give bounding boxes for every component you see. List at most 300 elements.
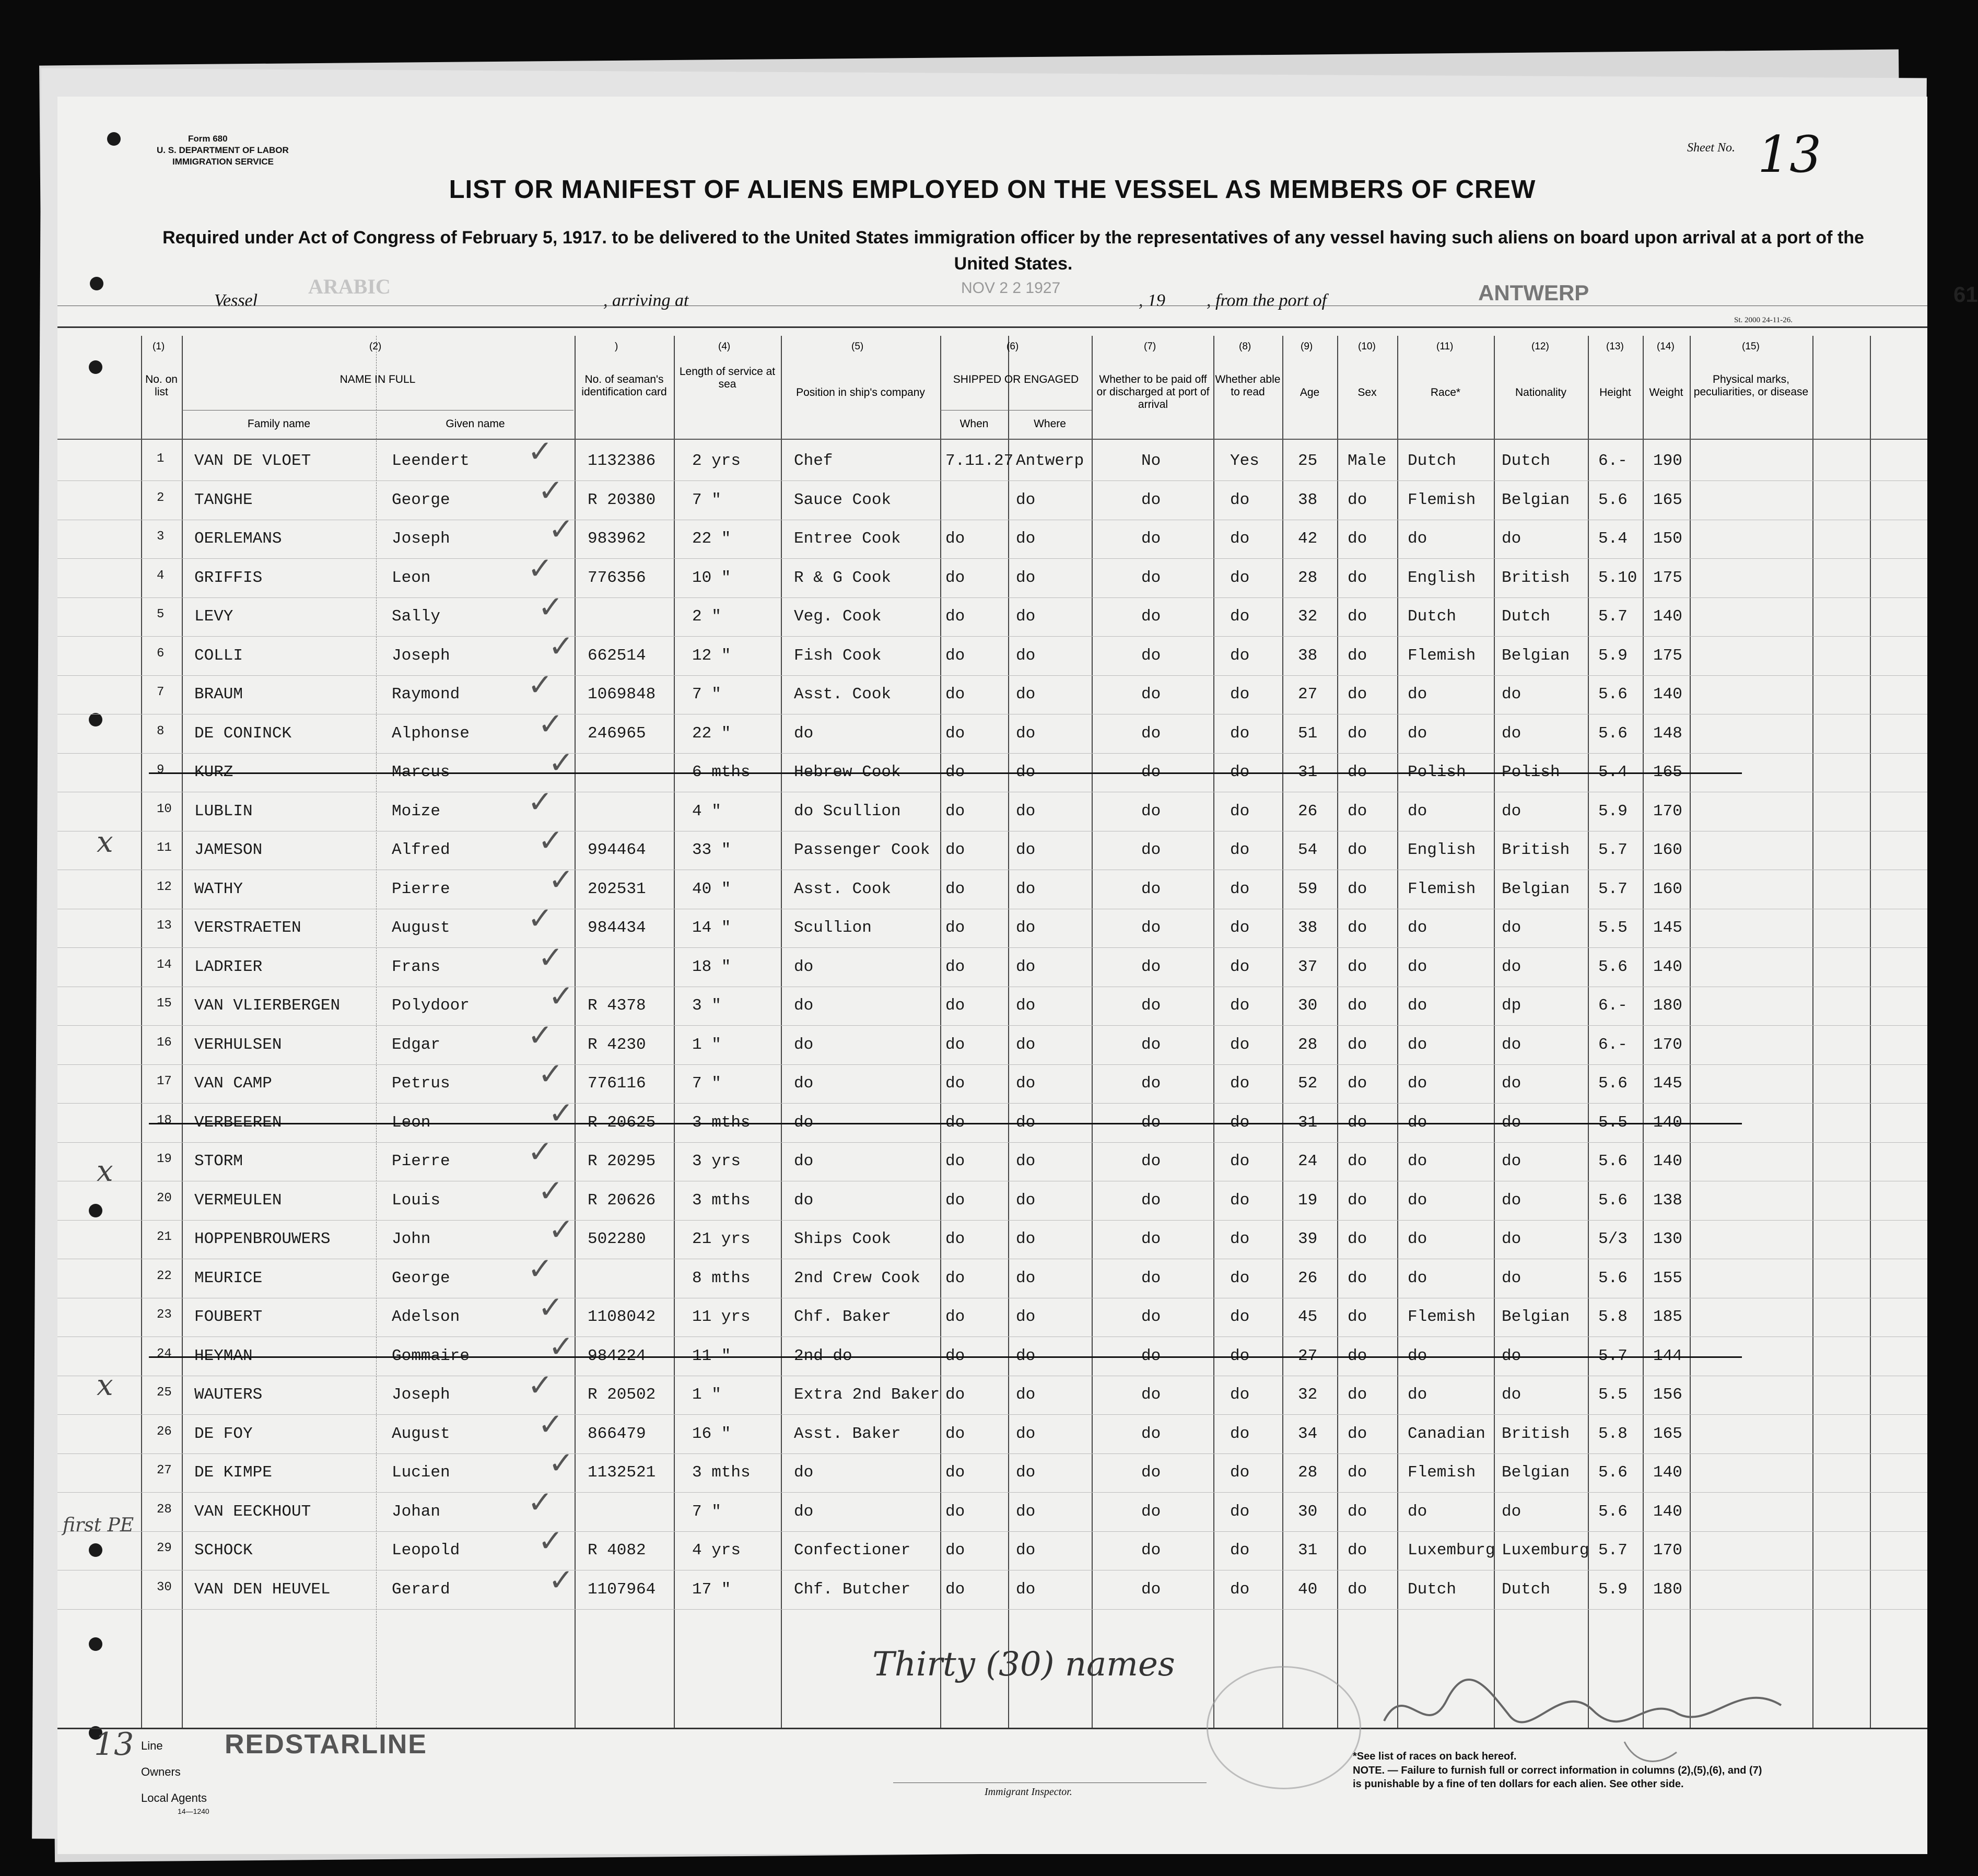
nationality: Belgian — [1502, 490, 1570, 509]
shipped-when: do — [945, 1152, 965, 1170]
age: 25 — [1298, 452, 1318, 470]
check-mark-icon: ✓ — [538, 1172, 564, 1209]
col-header-service: Length of service at sea — [679, 366, 776, 390]
age: 27 — [1298, 685, 1318, 704]
given-name: Gerard — [392, 1580, 450, 1599]
margin-x-mark: x — [97, 1368, 113, 1402]
paid-off: do — [1141, 996, 1161, 1015]
department: U. S. DEPARTMENT OF LABOR — [157, 145, 289, 155]
weight: 140 — [1653, 1463, 1682, 1482]
check-mark-icon: ✓ — [538, 939, 564, 975]
id-card-number: 662514 — [588, 646, 646, 665]
id-card-number: 1107964 — [588, 1580, 656, 1599]
height: 5.7 — [1598, 1541, 1628, 1560]
shipped-when: do — [945, 646, 965, 665]
id-card-number: R 20380 — [588, 490, 656, 509]
height: 5.6 — [1598, 957, 1628, 976]
row-number: 22 — [157, 1269, 172, 1283]
check-mark-icon: ✓ — [548, 1095, 574, 1131]
service: IMMIGRATION SERVICE — [172, 157, 274, 167]
check-mark-icon: ✓ — [548, 628, 574, 664]
service-length: 1 " — [692, 1386, 721, 1404]
family-name: DE CONINCK — [194, 724, 292, 743]
shipped-where: Antwerp — [1016, 452, 1084, 470]
age: 28 — [1298, 568, 1318, 587]
weight: 148 — [1653, 724, 1682, 743]
family-name: VAN CAMP — [194, 1074, 272, 1093]
able-to-read: do — [1230, 880, 1250, 898]
family-name: VERBEEREN — [194, 1113, 282, 1132]
race: do — [1408, 1386, 1427, 1404]
shipped-where: do — [1016, 1386, 1036, 1404]
form-number: Form 680 — [188, 134, 228, 144]
weight: 130 — [1653, 1230, 1682, 1248]
height: 5.8 — [1598, 1308, 1628, 1326]
sex: do — [1348, 724, 1367, 743]
row-number: 13 — [157, 919, 172, 933]
race: Flemish — [1408, 646, 1476, 665]
shipped-when: do — [945, 1346, 965, 1365]
paid-off: do — [1141, 763, 1161, 781]
shipped-when: do — [945, 1035, 965, 1054]
ship-position: Asst. Baker — [794, 1424, 901, 1443]
able-to-read: do — [1230, 1113, 1250, 1132]
ship-position: Asst. Cook — [794, 685, 892, 704]
col-header-name: NAME IN FULL — [340, 373, 416, 385]
service-length: 10 " — [692, 568, 731, 587]
age: 42 — [1298, 530, 1318, 548]
nationality: do — [1502, 919, 1521, 937]
family-name: BRAUM — [194, 685, 243, 704]
given-name: Marcus — [392, 763, 450, 781]
ship-position: Confectioner — [794, 1541, 911, 1560]
row-rule — [57, 597, 1927, 598]
age: 51 — [1298, 724, 1318, 743]
ship-position: R & G Cook — [794, 568, 892, 587]
column-number: (1) — [153, 341, 165, 352]
given-name: Petrus — [392, 1074, 450, 1093]
able-to-read: do — [1230, 1308, 1250, 1326]
given-name: Edgar — [392, 1035, 441, 1054]
ship-position: Extra 2nd Baker — [794, 1386, 940, 1404]
given-name: George — [392, 1269, 450, 1287]
ship-position: 2nd do — [794, 1346, 852, 1365]
sex: do — [1348, 1424, 1367, 1443]
ship-position: 2nd Crew Cook — [794, 1269, 920, 1287]
age: 30 — [1298, 1502, 1318, 1521]
local-agents-label: Local Agents — [141, 1791, 207, 1804]
id-card-number: R 20502 — [588, 1386, 656, 1404]
shipped-where: do — [1016, 1463, 1036, 1482]
weight: 140 — [1653, 607, 1682, 626]
service-length: 40 " — [692, 880, 731, 898]
paid-off: do — [1141, 724, 1161, 743]
binder-hole — [90, 277, 103, 290]
column-rule — [1008, 336, 1009, 1728]
able-to-read: do — [1230, 724, 1250, 743]
print-code: St. 2000 24-11-26. — [1734, 316, 1793, 324]
shipped-where: do — [1016, 1113, 1036, 1132]
col-header-height: Height — [1599, 386, 1631, 398]
given-name: Raymond — [392, 685, 460, 704]
row-number: 6 — [157, 646, 165, 661]
sheet-number-value: 13 — [1758, 125, 1822, 184]
paid-off: do — [1141, 607, 1161, 626]
margin-number-13: 13 — [94, 1726, 134, 1763]
race: Dutch — [1408, 452, 1457, 470]
shipped-where: do — [1016, 1035, 1036, 1054]
weight: 175 — [1653, 646, 1682, 665]
race: do — [1408, 996, 1427, 1015]
id-card-number: 502280 — [588, 1230, 646, 1248]
shipped-where: do — [1016, 1580, 1036, 1599]
nationality: British — [1502, 841, 1570, 859]
check-mark-icon: ✓ — [528, 1134, 553, 1169]
column-rule — [1092, 336, 1093, 1728]
row-number: 8 — [157, 724, 165, 738]
paid-off: do — [1141, 1308, 1161, 1326]
weight: 160 — [1653, 880, 1682, 898]
service-length: 14 " — [692, 919, 731, 937]
height: 6.- — [1598, 1035, 1628, 1054]
column-rule — [141, 336, 142, 1728]
age: 39 — [1298, 1230, 1318, 1248]
paid-off: do — [1141, 1346, 1161, 1365]
column-rule — [1812, 336, 1813, 1728]
row-rule — [57, 1220, 1927, 1221]
paid-off: do — [1141, 568, 1161, 587]
age: 32 — [1298, 607, 1318, 626]
paid-off: No — [1141, 452, 1161, 470]
column-rule — [940, 336, 941, 1728]
row-number: 15 — [157, 996, 172, 1011]
age: 31 — [1298, 763, 1318, 781]
shipped-where: do — [1016, 841, 1036, 859]
given-name: Joseph — [392, 530, 450, 548]
id-card-number: R 4230 — [588, 1035, 646, 1054]
margin-note-first: first PE — [63, 1515, 134, 1536]
check-mark-icon: ✓ — [528, 1367, 553, 1403]
check-mark-icon: ✓ — [538, 1523, 564, 1558]
row-number: 10 — [157, 802, 172, 816]
weight: 140 — [1653, 1113, 1682, 1132]
sex: do — [1348, 1191, 1367, 1210]
col-header-when: When — [959, 418, 989, 430]
age: 32 — [1298, 1386, 1318, 1404]
nationality: Luxemburg — [1502, 1541, 1589, 1560]
age: 26 — [1298, 1269, 1318, 1287]
ship-position: Entree Cook — [794, 530, 901, 548]
family-name: OERLEMANS — [194, 530, 282, 548]
vessel-name: ARABIC — [308, 275, 391, 298]
height: 6.- — [1598, 452, 1628, 470]
sex: do — [1348, 880, 1367, 898]
service-length: 3 mths — [692, 1113, 751, 1132]
shipped-where: do — [1016, 919, 1036, 937]
service-length: 33 " — [692, 841, 731, 859]
service-length: 11 " — [692, 1346, 731, 1365]
service-length: 2 " — [692, 607, 721, 626]
race: Dutch — [1408, 1580, 1457, 1599]
given-name: Alfred — [392, 841, 450, 859]
ship-position: do — [794, 1463, 814, 1482]
weight: 145 — [1653, 1074, 1682, 1093]
age: 38 — [1298, 646, 1318, 665]
check-mark-icon: ✓ — [528, 1017, 553, 1053]
weight: 150 — [1653, 530, 1682, 548]
race: do — [1408, 1230, 1427, 1248]
sex: do — [1348, 1463, 1367, 1482]
nationality: Dutch — [1502, 607, 1551, 626]
family-name: VAN DE VLOET — [194, 452, 311, 470]
weight: 170 — [1653, 802, 1682, 820]
able-to-read: do — [1230, 646, 1250, 665]
ship-position: do — [794, 1502, 814, 1521]
weight: 165 — [1653, 763, 1682, 781]
shipped-where: do — [1016, 607, 1036, 626]
sex: do — [1348, 1035, 1367, 1054]
strike-through-line — [149, 1123, 1742, 1124]
weight: 160 — [1653, 841, 1682, 859]
sex: do — [1348, 919, 1367, 937]
given-name: Sally — [392, 607, 441, 626]
nationality: do — [1502, 1269, 1521, 1287]
col-header-shipped: SHIPPED OR ENGAGED — [953, 373, 1079, 385]
penalty-note: NOTE. — Failure to furnish full or correct information in columns (2),(5),(6), and (7) is punishable by a fine of ten dollars for each alien. See other side. — [1353, 1765, 1762, 1790]
row-number: 9 — [157, 763, 165, 777]
id-card-number: R 4378 — [588, 996, 646, 1015]
paid-off: do — [1141, 1191, 1161, 1210]
nationality: do — [1502, 1230, 1521, 1248]
column-rule — [674, 336, 675, 1728]
weight: 140 — [1653, 957, 1682, 976]
height: 5.6 — [1598, 1269, 1628, 1287]
service-length: 3 mths — [692, 1463, 751, 1482]
shipped-where: do — [1016, 996, 1036, 1015]
row-number: 21 — [157, 1230, 172, 1244]
column-number: (12) — [1531, 341, 1549, 352]
age: 52 — [1298, 1074, 1318, 1093]
col-header-position: Position in ship's company — [796, 386, 925, 398]
race: do — [1408, 724, 1427, 743]
form-info — [157, 133, 289, 168]
row-number: 14 — [157, 957, 172, 972]
sex: do — [1348, 607, 1367, 626]
race: do — [1408, 1152, 1427, 1170]
shipped-when: do — [945, 1541, 965, 1560]
race: do — [1408, 1074, 1427, 1093]
height: 5.4 — [1598, 530, 1628, 548]
height: 5.9 — [1598, 1580, 1628, 1599]
check-mark-icon: ✓ — [538, 706, 564, 742]
sex: do — [1348, 1502, 1367, 1521]
given-name: Frans — [392, 957, 441, 976]
family-name: TANGHE — [194, 490, 253, 509]
nationality: do — [1502, 1502, 1521, 1521]
shipped-when: do — [945, 1074, 965, 1093]
sex: do — [1348, 646, 1367, 665]
sex: do — [1348, 996, 1367, 1015]
service-length: 4 yrs — [692, 1541, 741, 1560]
id-card-number: 984434 — [588, 919, 646, 937]
height: 5.7 — [1598, 607, 1628, 626]
service-length: 18 " — [692, 957, 731, 976]
service-length: 3 mths — [692, 1191, 751, 1210]
weight: 170 — [1653, 1035, 1682, 1054]
height: 6.- — [1598, 996, 1628, 1015]
able-to-read: do — [1230, 802, 1250, 820]
check-mark-icon: ✓ — [528, 783, 553, 819]
given-name: August — [392, 919, 450, 937]
shipped-when: do — [945, 1463, 965, 1482]
height: 5.8 — [1598, 1424, 1628, 1443]
given-name: Pierre — [392, 1152, 450, 1170]
service-length: 2 yrs — [692, 452, 741, 470]
shipped-where: do — [1016, 685, 1036, 704]
height: 5.6 — [1598, 1502, 1628, 1521]
paid-off: do — [1141, 530, 1161, 548]
ship-position: do — [794, 996, 814, 1015]
shipped-where: do — [1016, 1269, 1036, 1287]
paid-off: do — [1141, 1074, 1161, 1093]
able-to-read: do — [1230, 1346, 1250, 1365]
row-number: 20 — [157, 1191, 172, 1205]
given-name: Lucien — [392, 1463, 450, 1482]
race: do — [1408, 802, 1427, 820]
official-seal — [1207, 1666, 1361, 1789]
column-rule — [1643, 336, 1644, 1728]
shipped-when: do — [945, 1424, 965, 1443]
id-card-number: R 4082 — [588, 1541, 646, 1560]
race: English — [1408, 568, 1476, 587]
paid-off: do — [1141, 1424, 1161, 1443]
binder-hole — [107, 132, 121, 146]
family-name: FOUBERT — [194, 1308, 263, 1326]
row-rule — [57, 1531, 1927, 1532]
given-name: Leopold — [392, 1541, 460, 1560]
row-rule — [57, 1414, 1927, 1415]
weight: 185 — [1653, 1308, 1682, 1326]
shipped-where: do — [1016, 646, 1036, 665]
shipped-where: do — [1016, 763, 1036, 781]
check-mark-icon: ✓ — [538, 1406, 564, 1442]
able-to-read: do — [1230, 568, 1250, 587]
age: 38 — [1298, 919, 1318, 937]
strike-through-line — [149, 772, 1742, 774]
check-mark-icon: ✓ — [548, 861, 574, 897]
family-name: LADRIER — [194, 957, 263, 976]
vessel-label: Vessel — [214, 291, 258, 310]
family-name: WATHY — [194, 880, 243, 898]
weight: 180 — [1653, 996, 1682, 1015]
column-number: (15) — [1742, 341, 1760, 352]
ship-position: do — [794, 1191, 814, 1210]
row-rule — [57, 1609, 1927, 1610]
id-card-number: R 20295 — [588, 1152, 656, 1170]
check-mark-icon: ✓ — [548, 1212, 574, 1247]
check-mark-icon: ✓ — [548, 1562, 574, 1598]
binder-hole — [89, 360, 102, 374]
nationality: do — [1502, 724, 1521, 743]
able-to-read: do — [1230, 607, 1250, 626]
able-to-read: do — [1230, 1230, 1250, 1248]
nationality: do — [1502, 802, 1521, 820]
check-mark-icon: ✓ — [528, 900, 553, 936]
age: 28 — [1298, 1035, 1318, 1054]
given-name: Joseph — [392, 646, 450, 665]
able-to-read: do — [1230, 530, 1250, 548]
age: 59 — [1298, 880, 1318, 898]
height: 5.6 — [1598, 685, 1628, 704]
row-rule — [57, 636, 1927, 637]
shipped-where: do — [1016, 880, 1036, 898]
row-rule — [57, 1492, 1927, 1493]
sex: do — [1348, 1346, 1367, 1365]
sex: do — [1348, 1230, 1367, 1248]
family-name: KURZ — [194, 763, 233, 781]
service-length: 7 " — [692, 1502, 721, 1521]
column-number: (10) — [1358, 341, 1376, 352]
race: Dutch — [1408, 607, 1457, 626]
ship-position: Veg. Cook — [794, 607, 882, 626]
row-number: 17 — [157, 1074, 172, 1088]
age: 31 — [1298, 1113, 1318, 1132]
header-top-rule — [57, 326, 1927, 328]
document-subtitle: Required under Act of Congress of February 5, 1917. to be delivered to the United States immigration officer by the representatives of any vessel having such aliens on board upon arrival at a port of the United States. — [162, 228, 1864, 274]
height: 5.6 — [1598, 1191, 1628, 1210]
column-number: (2) — [369, 341, 382, 352]
paid-off: do — [1141, 1463, 1161, 1482]
row-rule — [57, 480, 1927, 481]
able-to-read: do — [1230, 1502, 1250, 1521]
shipped-where: do — [1016, 1230, 1036, 1248]
col-header-family: Family name — [247, 418, 311, 430]
given-name: Leendert — [392, 452, 470, 470]
id-card-number: R 20626 — [588, 1191, 656, 1210]
service-length: 12 " — [692, 646, 731, 665]
sex: do — [1348, 568, 1367, 587]
row-number: 7 — [157, 685, 165, 699]
shipped-where: do — [1016, 1346, 1036, 1365]
id-card-number: 776116 — [588, 1074, 646, 1093]
service-length: 7 " — [692, 685, 721, 704]
arriving-label: , arriving at — [603, 291, 689, 310]
row-number: 16 — [157, 1035, 172, 1050]
sex: do — [1348, 530, 1367, 548]
nationality: do — [1502, 1035, 1521, 1054]
row-number: 12 — [157, 880, 172, 894]
nationality: do — [1502, 1113, 1521, 1132]
shipped-when: do — [945, 1502, 965, 1521]
height: 5.7 — [1598, 841, 1628, 859]
race: do — [1408, 1346, 1427, 1365]
row-number: 29 — [157, 1541, 172, 1555]
able-to-read: do — [1230, 490, 1250, 509]
given-name: Johan — [392, 1502, 441, 1521]
race: do — [1408, 685, 1427, 704]
row-rule — [57, 947, 1927, 948]
row-rule — [57, 1103, 1927, 1104]
row-rule — [57, 1336, 1927, 1337]
row-number: 1 — [157, 452, 165, 466]
column-rule — [575, 336, 576, 1728]
family-name: LEVY — [194, 607, 233, 626]
family-name: COLLI — [194, 646, 243, 665]
paid-off: do — [1141, 646, 1161, 665]
paid-off: do — [1141, 1152, 1161, 1170]
shipped-where: do — [1016, 530, 1036, 548]
weight: 175 — [1653, 568, 1682, 587]
